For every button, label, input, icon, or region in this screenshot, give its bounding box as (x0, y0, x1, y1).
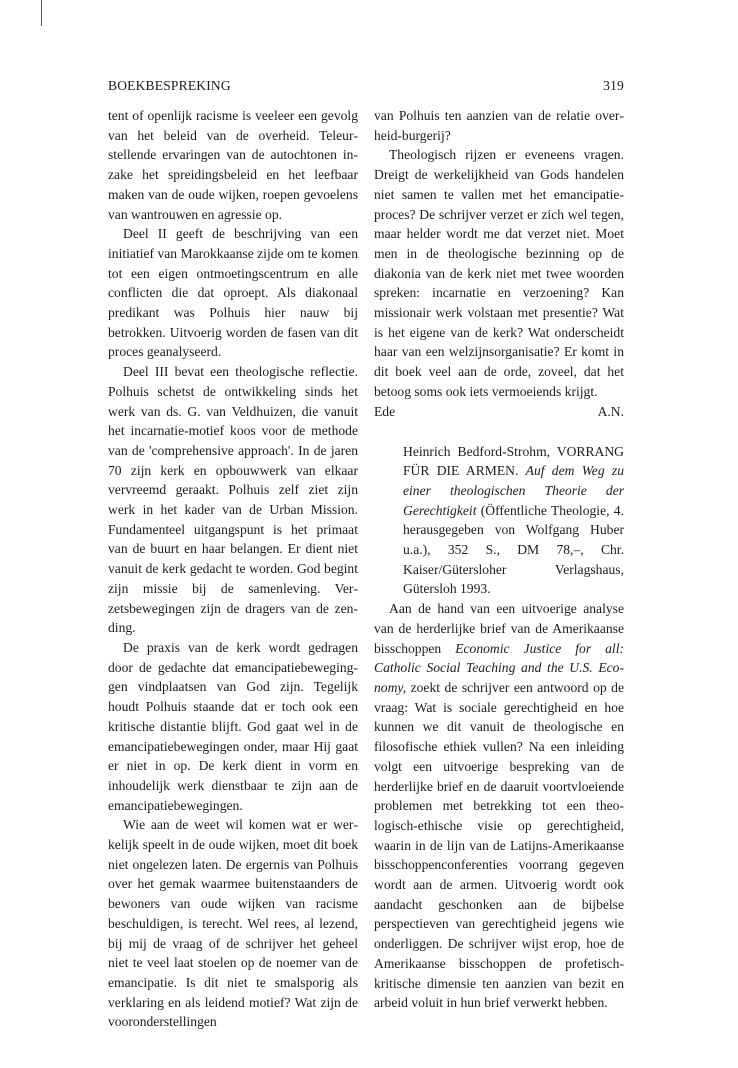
page-number: 319 (603, 78, 624, 93)
paragraph: Theologisch rijzen er eveneens vragen. Dreigt de werkelijkheid van Gods handelen niet samen te vallen met het emancipatieproces? De schrijver verzet er zich wel tegen, maar helder wordt me dat verzet niet. Moet men in de theologische bezinning op de diakonia van de kerk niet met twee woorden spreken: incarnatie en verzoening? Kan missionair werk volstaan met presentie? Wat is het eigene van de kerk? Wat onderscheidt haar van een welzijnsorganisatie? Er komt in dit boek veel aan de orde, zoveel, dat het betoog soms ook iets vermoeiends krijgt. (374, 147, 624, 399)
review-text-part2: zoekt de schrijver een antwoord op de vraag: Wat is sociale gerechtigheid en hoe kunnen we dit vanuit de theologische en filosofische ethiek vullen? Na een inleiding volgt een uitvoerige bespreking van de herderlijke brief en de daaruit voortvloeiende problemen met betrekking tot een theologisch-ethische visie op gerechtigheid, waarin in de lijn van de Latijns-Amerikaanse bisschoppenconferenties voorrang gegeven wordt aan de armen. Uitvoerig wordt ook aandacht geschonken aan de bijbelse perspectieven van gerechtigheid jegens wie onderliggen. De schrijver wijst erop, hoe de Amerikaanse bisschoppen de profetisch-kritische dimensie ten aanzien van bezit en arbeid voluit in hun brief verwerkt hebben. (374, 679, 624, 1011)
paragraph: Deel III bevat een theologische reflectie. Polhuis schetst de ontwikkeling sinds het werk van ds. G. van Veldhuizen, die vanuit het incarnatie-motief koos voor de methode van de 'comprehensive approach'. In de jaren 70 zijn kerk en opbouwwerk van elkaar vervreemd geraakt. Polhuis zelf ziet zijn werk in het kader van de Urban Mission. Fundamenteel uitgangspunt is het primaat van de buurt en haar belangen. Er dient niet vanuit de kerk gedacht te worden. God begint zijn missie bij de samenleving. Verzetsbewegingen zijn de dragers van de zending. (108, 364, 358, 636)
review-signature (374, 402, 624, 422)
review-text-part1: Aan de hand van een uitvoerige analyse van de herderlijke brief van de Amerikaanse bisschoppen (374, 601, 624, 656)
book-details: (Öffentliche Theologie, 4. herausgegeben von Wolfgang Huber u.a.), 352 S., DM 78,–, Chr. Kaiser/Gütersloher Verlagshaus, Gütersloh 1993. (403, 502, 624, 597)
book-subtitle: Auf dem Weg zu einer theologischen Theorie der Gerechtigkeit (403, 463, 624, 518)
signature-initials: A.N. (597, 403, 624, 419)
margin-rule (41, 0, 42, 26)
left-column (108, 106, 358, 1032)
paragraph: van Polhuis ten aanzien van de relatie overheid-burgerij? (374, 108, 624, 143)
book-author-title: Heinrich Bedford-Strohm, VORRANG FÜR DIE ARMEN. (403, 443, 624, 479)
paragraph: tent of openlijk racisme is veeleer een gevolg van het beleid van de overheid. Teleurstellende ervaringen van de autochtonen inzake het spreidingsbeleid en het leefbaar maken van de oude wijken, roepen gevoelens van wantrouwen en agressie op. (108, 108, 358, 222)
page-header (108, 78, 624, 98)
paragraph: De praxis van de kerk wordt gedragen door de gedachte dat emancipatiebeweginggen vindplaatsen van God zijn. Tegelijk houdt Polhuis staande dat er toch ook een kritische distantie blijft. God gaat wel in de emancipatiebewegingen onder, maar Hij gaat er niet in op. De kerk dient in vorm en inhoudelijk werk dienstbaar te zijn aan de emancipatiebewegingen. (108, 639, 358, 813)
paragraph: Wie aan de weet wil komen wat er werkelijk speelt in de oude wijken, moet dit boek niet ongelezen laten. De ergernis van Polhuis over het gemak waarmee buitenstaanders de bewoners van oude wijken van racisme beschuldigen, is terecht. Wel rees, al lezend, bij mij de vraag of de schrijver het geheel niet te veel laat stoelen op de noemer van de emancipatie. Is dit niet te smalsporig als verklaring en als leidend motief? Wat zijn de vooronderstellingen (108, 817, 358, 1030)
review-paragraph (374, 599, 624, 1013)
paragraph: Deel II geeft de beschrijving van een initiatief van Marokkaanse zijde om te komen tot een eigen ontmoetingscentrum en alle conflicten die dat oproept. Als diakonaal predikant was Polhuis hier nauw bij betrokken. Uitvoerig worden de fasen van dit proces geanalyseerd. (108, 226, 358, 360)
review-cited-title: Economic Justice for all: Catholic Social Teaching and the U.S. Economy, (374, 640, 624, 695)
right-column (374, 106, 624, 1013)
section-title: BOEKBESPREKING (108, 78, 231, 93)
signature-place: Ede (374, 403, 396, 419)
book-reference (403, 442, 624, 600)
